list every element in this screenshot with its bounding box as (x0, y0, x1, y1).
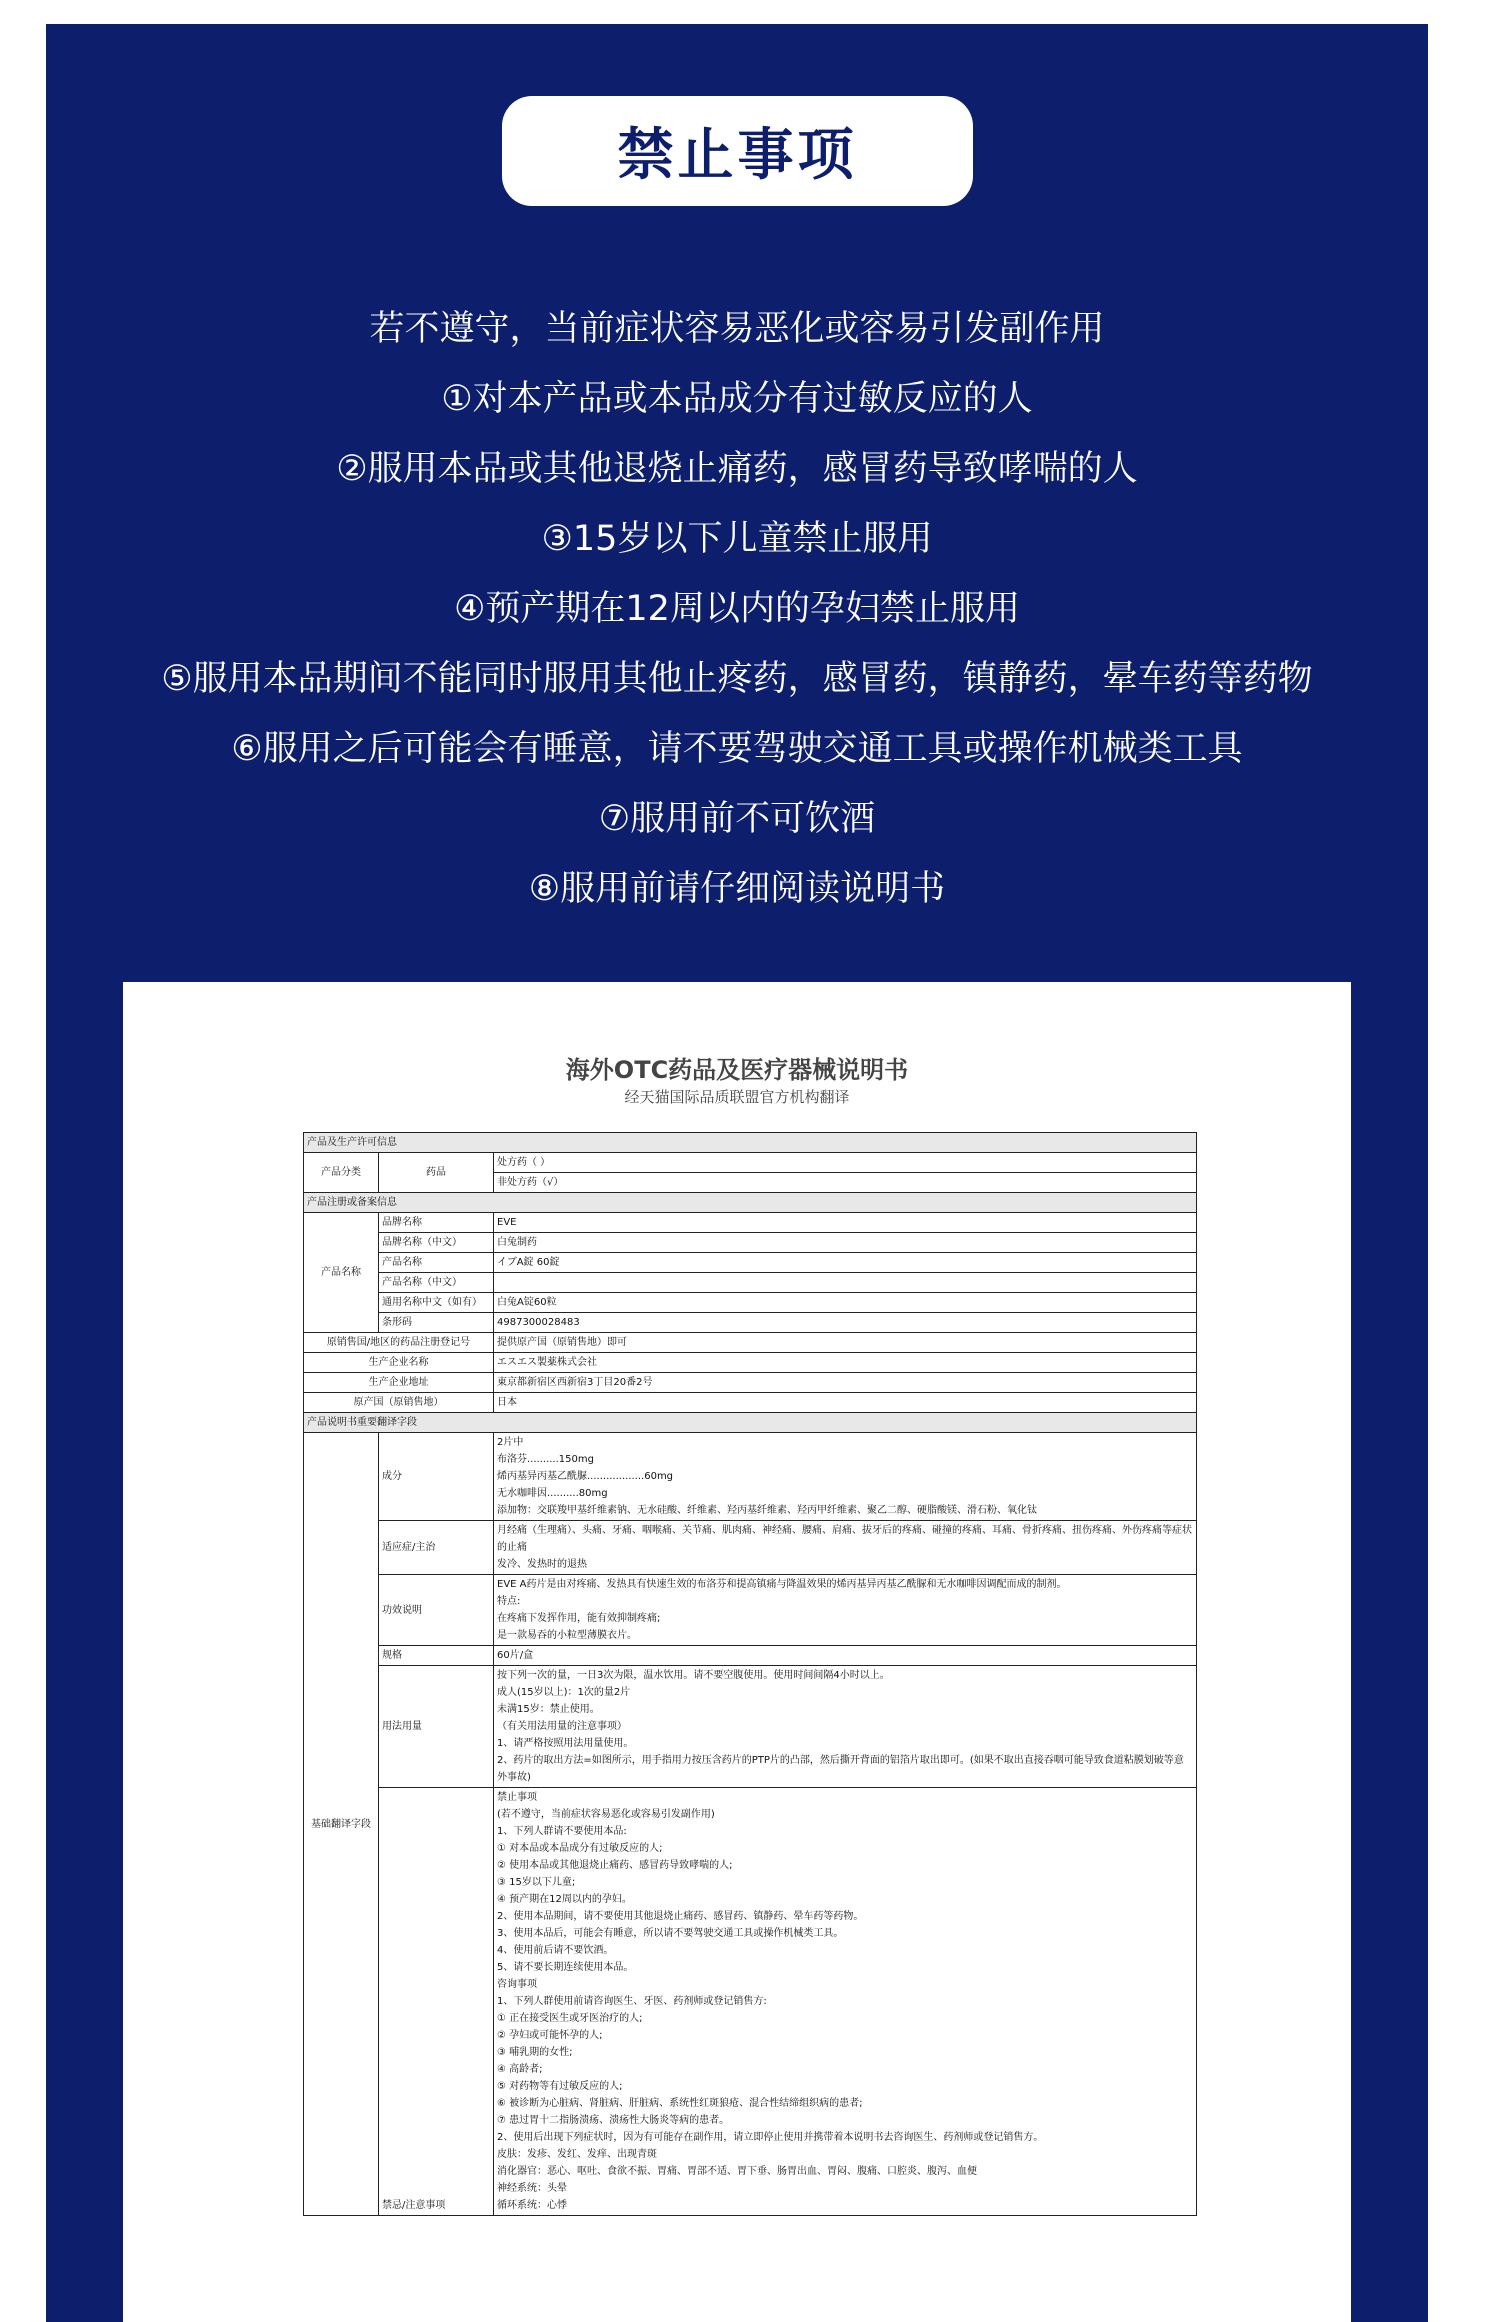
value-spec: 60片/盒 (494, 1646, 1197, 1666)
value-brand-cn: 白兔制药 (494, 1233, 1197, 1253)
document-title: 海外OTC药品及医疗器械说明书 (565, 1056, 909, 1084)
rule-item: ⑦服用前不可饮酒 (598, 799, 876, 839)
value-manufacturer: エスエス製薬株式会社 (494, 1353, 1197, 1373)
label-usage: 用法用量 (379, 1666, 494, 1788)
section-heading: 禁止事项 (617, 123, 858, 188)
label-ingredients: 成分 (379, 1433, 494, 1521)
value-brand: EVE (494, 1213, 1197, 1233)
value-efficacy: EVE A药片是由对疼痛、发热具有快速生效的布洛芬和提高镇痛与降温效果的烯丙基异丙基乙酰脲和无水咖啡因调配而成的制剂。 特点: 在疼痛下发挥作用，能有效抑制疼痛; 是一款易吞的小粒型薄膜衣片。 (494, 1575, 1197, 1646)
prohibition-list (46, 294, 1428, 924)
value-name-cn (494, 1273, 1197, 1293)
prohibitions-panel (46, 24, 1428, 2322)
label-barcode: 条形码 (379, 1313, 494, 1333)
value-indications: 月经痛（生理痛）、头痛、牙痛、咽喉痛、关节痛、肌肉痛、神经痛、腰痛、肩痛、拔牙后的疼痛、碰撞的疼痛、耳痛、骨折疼痛、扭伤疼痛、外伤疼痛等症状的止痛 发冷、发热时的退热 (494, 1521, 1197, 1575)
label-spec: 规格 (379, 1646, 494, 1666)
rule-item: ⑥服用之后可能会有睡意，请不要驾驶交通工具或操作机械类工具 (231, 729, 1243, 769)
label-category: 产品分类 (304, 1153, 379, 1193)
value-name: イブA錠 60錠 (494, 1253, 1197, 1273)
value-barcode: 4987300028483 (494, 1313, 1197, 1333)
label-caution: 禁忌/注意事项 (379, 1788, 494, 2216)
rule-item: ⑧服用前请仔细阅读说明书 (528, 869, 946, 909)
label-country: 原产国（原销售地） (304, 1393, 494, 1413)
value-usage: 按下列一次的量，一日3次为限，温水饮用。请不要空腹使用。使用时间间隔4小时以上。 成人(15岁以上)：1次的量2片 未满15岁：禁止使用。 （有关用法用量的注意事项） 1、请严格按照用法用量使用。 2、药片的取出方法=如图所示，用手指用力按压含药片的PTP片的凸部，然后撕开背面的铝箔片取出即可。(如果不取出直接吞咽可能导致食道粘膜划破等意外事故) (494, 1666, 1197, 1788)
rule-intro: 若不遵守，当前症状容易恶化或容易引发副作用 (369, 309, 1105, 349)
section-translation: 产品说明书重要翻译字段 (304, 1413, 1197, 1433)
value-origin-reg: 提供原产国（原销售地）即可 (494, 1333, 1197, 1353)
top-strip (0, 0, 1500, 24)
label-generic: 通用名称中文（如有） (379, 1293, 494, 1313)
spec-table (303, 1132, 1197, 2216)
label-brand: 品牌名称 (379, 1213, 494, 1233)
rule-item: ②服用本品或其他退烧止痛药，感冒药导致哮喘的人 (336, 449, 1138, 489)
value-caution: 禁止事项 (若不遵守，当前症状容易恶化或容易引发副作用) 1、下列人群请不要使用本品: ① 对本品或本品成分有过敏反应的人; ② 使用本品或其他退烧止痛药、感冒药导致哮喘的人; ③ 15岁以下儿童; ④ 预产期在12周以内的孕妇。 2、使用本品期间，请不要使用其他退烧止痛药、感冒药、镇静药、晕车药等药物。 3、使用本品后，可能会有睡意，所以请不要驾驶交通工具或操作机械类工具。 4、使用前后请不要饮酒。 5、请不要长期连续使用本品。 咨询事项 1、下列人群使用前请咨询医生、牙医、药剂师或登记销售方: ① 正在接受医生或牙医治疗的人; ② 孕妇或可能怀孕的人; ③ 哺乳期的女性; ④ 高龄者; ⑤ 对药物等有过敏反应的人; ⑥ 被诊断为心脏病、肾脏病、肝脏病、系统性红斑狼疮、混合性结缔组织病的患者; ⑦ 患过胃十二指肠溃疡、溃疡性大肠炎等病的患者。 2、使用后出现下列症状时，因为有可能存在副作用，请立即停止使用并携带着本说明书去咨询医生、药剂师或登记销售方。 皮肤：发疹、发红、发痒、出现青斑 消化器官：恶心、呕吐、食欲不振、胃痛、胃部不适、胃下垂、肠胃出血、胃闷、腹痛、口腔炎、腹泻、血便 神经系统：头晕 循环系统：心悸 (494, 1788, 1197, 2216)
label-drug: 药品 (379, 1153, 494, 1193)
rule-item: ③15岁以下儿童禁止服用 (541, 519, 933, 559)
rule-item: ④预产期在12周以内的孕妇禁止服用 (454, 589, 1020, 629)
value-otc: 非处方药（√） (494, 1173, 1197, 1193)
heading-pill (502, 96, 973, 206)
value-rx: 处方药（ ） (494, 1153, 1197, 1173)
label-product-name: 产品名称 (304, 1213, 379, 1333)
label-origin-reg: 原销售国/地区的药品注册登记号 (304, 1333, 494, 1353)
section-registration: 产品注册或备案信息 (304, 1193, 1197, 1213)
value-ingredients: 2片中 布洛芬..........150mg 烯丙基异丙基乙酰脲..................60mg 无水咖啡因..........80mg 添加物：交联羧甲基纤维素钠、无水硅酸、纤维素、羟丙基纤维素、羟丙甲纤维素、聚乙二醇、硬脂酸镁、滑石粉、氧化钛 (494, 1433, 1197, 1521)
rule-item: ①对本产品或本品成分有过敏反应的人 (441, 379, 1033, 419)
value-country: 日本 (494, 1393, 1197, 1413)
value-generic: 白兔A锭60粒 (494, 1293, 1197, 1313)
rule-item: ⑤服用本品期间不能同时服用其他止疼药，感冒药，镇静药，晕车药等药物 (161, 659, 1313, 699)
label-basic: 基础翻译字段 (304, 1433, 379, 2216)
label-efficacy: 功效说明 (379, 1575, 494, 1646)
section-license: 产品及生产许可信息 (304, 1133, 1197, 1153)
label-manufacturer: 生产企业名称 (304, 1353, 494, 1373)
label-address: 生产企业地址 (304, 1373, 494, 1393)
label-indications: 适应症/主治 (379, 1521, 494, 1575)
label-name: 产品名称 (379, 1253, 494, 1273)
instruction-document (123, 982, 1351, 2322)
document-subtitle: 经天猫国际品质联盟官方机构翻译 (624, 1088, 850, 1106)
label-brand-cn: 品牌名称（中文） (379, 1233, 494, 1253)
label-name-cn: 产品名称（中文） (379, 1273, 494, 1293)
value-address: 東京都新宿区西新宿3丁目20番2号 (494, 1373, 1197, 1393)
